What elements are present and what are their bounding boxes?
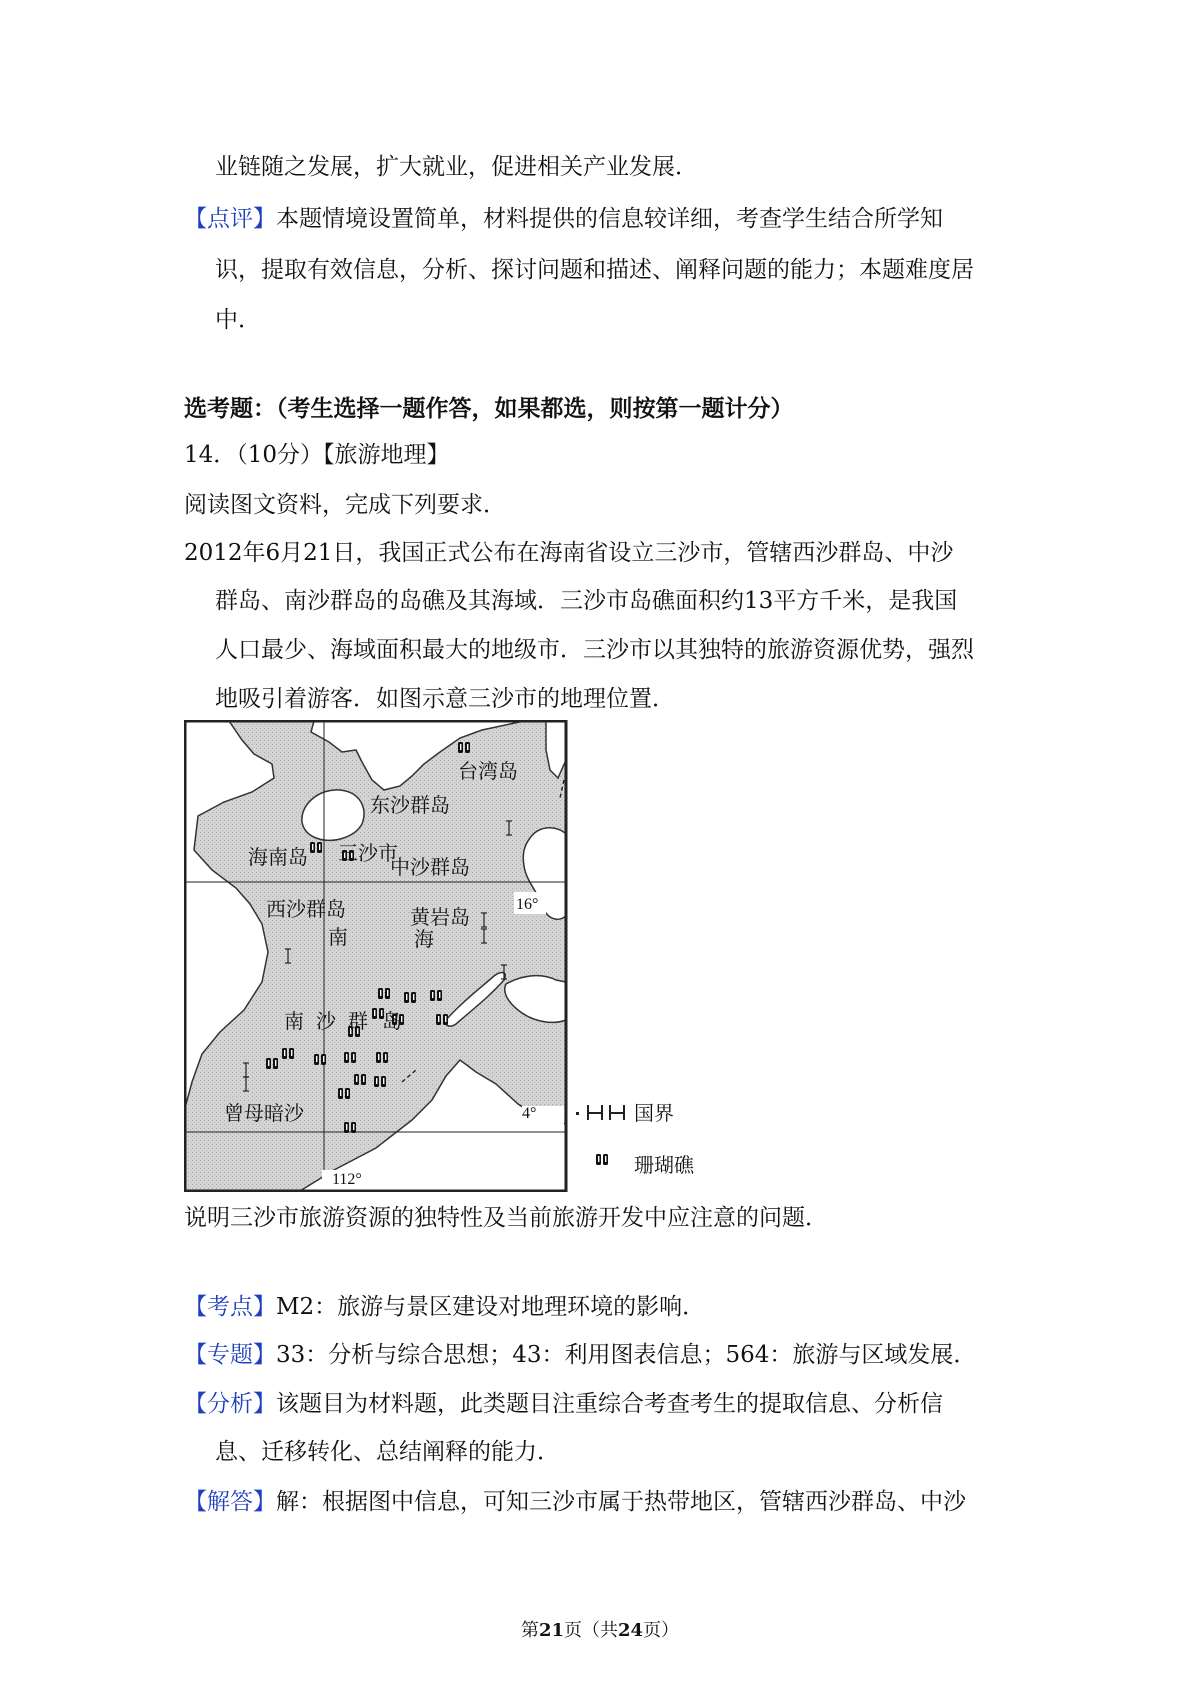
text-line: 中． <box>215 307 261 333</box>
fenxi-line <box>184 1389 943 1419</box>
label-sansha: 三沙市 <box>338 841 398 865</box>
label-zengmu: 曾母暗沙 <box>224 1101 304 1125</box>
text-line: 业链随之发展，扩大就业，促进相关产业发展． <box>215 154 698 180</box>
label-nansha-3: 群 <box>348 1009 368 1033</box>
comment-line <box>184 204 943 234</box>
footer-post: 页） <box>643 1620 680 1641</box>
jieda-line <box>184 1487 966 1517</box>
sansha-map-figure <box>184 720 736 1192</box>
jieda-tag: 【解答】 <box>184 1489 276 1515</box>
label-lat4: 4° <box>522 1105 537 1122</box>
map-legend <box>576 1101 695 1177</box>
label-xisha: 西沙群岛 <box>266 897 346 921</box>
dianping-tag: 【点评】 <box>184 206 276 232</box>
label-taiwan: 台湾岛 <box>458 759 518 783</box>
kaodian-tag: 【考点】 <box>184 1294 276 1320</box>
fenxi-tag: 【分析】 <box>184 1391 276 1417</box>
zhuanti-text: 33：分析与综合思想；43：利用图表信息；564：旅游与区域发展． <box>276 1342 977 1368</box>
label-lat16: 16° <box>516 896 539 913</box>
jieda-text: 解：根据图中信息，可知三沙市属于热带地区，管辖西沙群岛、中沙 <box>276 1489 966 1515</box>
label-nansha-4: 岛 <box>382 1009 402 1033</box>
label-hai: 海 <box>414 927 434 951</box>
label-hainan: 海南岛 <box>248 845 308 869</box>
page-footer <box>0 1616 1200 1642</box>
text-line: 2012年6月21日，我国正式公布在海南省设立三沙市，管辖西沙群岛、中沙 <box>184 540 954 566</box>
label-huangyan: 黄岩岛 <box>410 905 470 929</box>
page-number: 21 <box>538 1620 564 1641</box>
label-zhongsha: 中沙群岛 <box>390 855 470 879</box>
question-number: 14．（10分）【旅游地理】 <box>184 442 450 468</box>
comment-text: 本题情境设置简单，材料提供的信息较详细，考查学生结合所学知 <box>276 206 943 232</box>
kaodian-line <box>184 1292 705 1322</box>
text-line: 人口最少、海域面积最大的地级市．三沙市以其独特的旅游资源优势，强烈 <box>215 637 974 663</box>
text-line: 群岛、南沙群岛的岛礁及其海域．三沙市岛礁面积约13平方千米，是我国 <box>215 588 958 614</box>
legend-reef-label: 珊瑚礁 <box>634 1153 694 1177</box>
text-line: 地吸引着游客．如图示意三沙市的地理位置． <box>215 686 675 712</box>
question-text: 说明三沙市旅游资源的独特性及当前旅游开发中应注意的问题． <box>184 1205 828 1231</box>
zhuanti-line <box>184 1340 976 1370</box>
legend-border-label: 国界 <box>634 1101 674 1125</box>
legend-reef-symbol <box>596 1154 608 1165</box>
text-line: 识，提取有效信息，分析、探讨问题和描述、阐释问题的能力；本题难度居 <box>215 257 974 283</box>
label-nansha-1: 南 <box>284 1009 304 1033</box>
label-nansha-2: 沙 <box>316 1009 336 1033</box>
label-dongsha: 东沙群岛 <box>370 793 450 817</box>
text-line: 阅读图文资料，完成下列要求． <box>184 492 506 518</box>
legend-border-symbol <box>576 1105 624 1120</box>
label-lon112: 112° <box>332 1171 362 1188</box>
text-line: 息、迁移转化、总结阐释的能力． <box>215 1439 560 1465</box>
section-heading: 选考题：（考生选择一题作答，如果都选，则按第一题计分） <box>184 395 794 422</box>
footer-mid: 页（共 <box>564 1620 618 1641</box>
fenxi-text: 该题目为材料题，此类题目注重综合考查考生的提取信息、分析信 <box>276 1391 943 1417</box>
label-nan: 南 <box>328 925 348 949</box>
footer-pre: 第 <box>520 1620 539 1641</box>
zhuanti-tag: 【专题】 <box>184 1342 276 1368</box>
page-total: 24 <box>618 1620 644 1641</box>
kaodian-text: M2：旅游与景区建设对地理环境的影响． <box>276 1294 706 1320</box>
